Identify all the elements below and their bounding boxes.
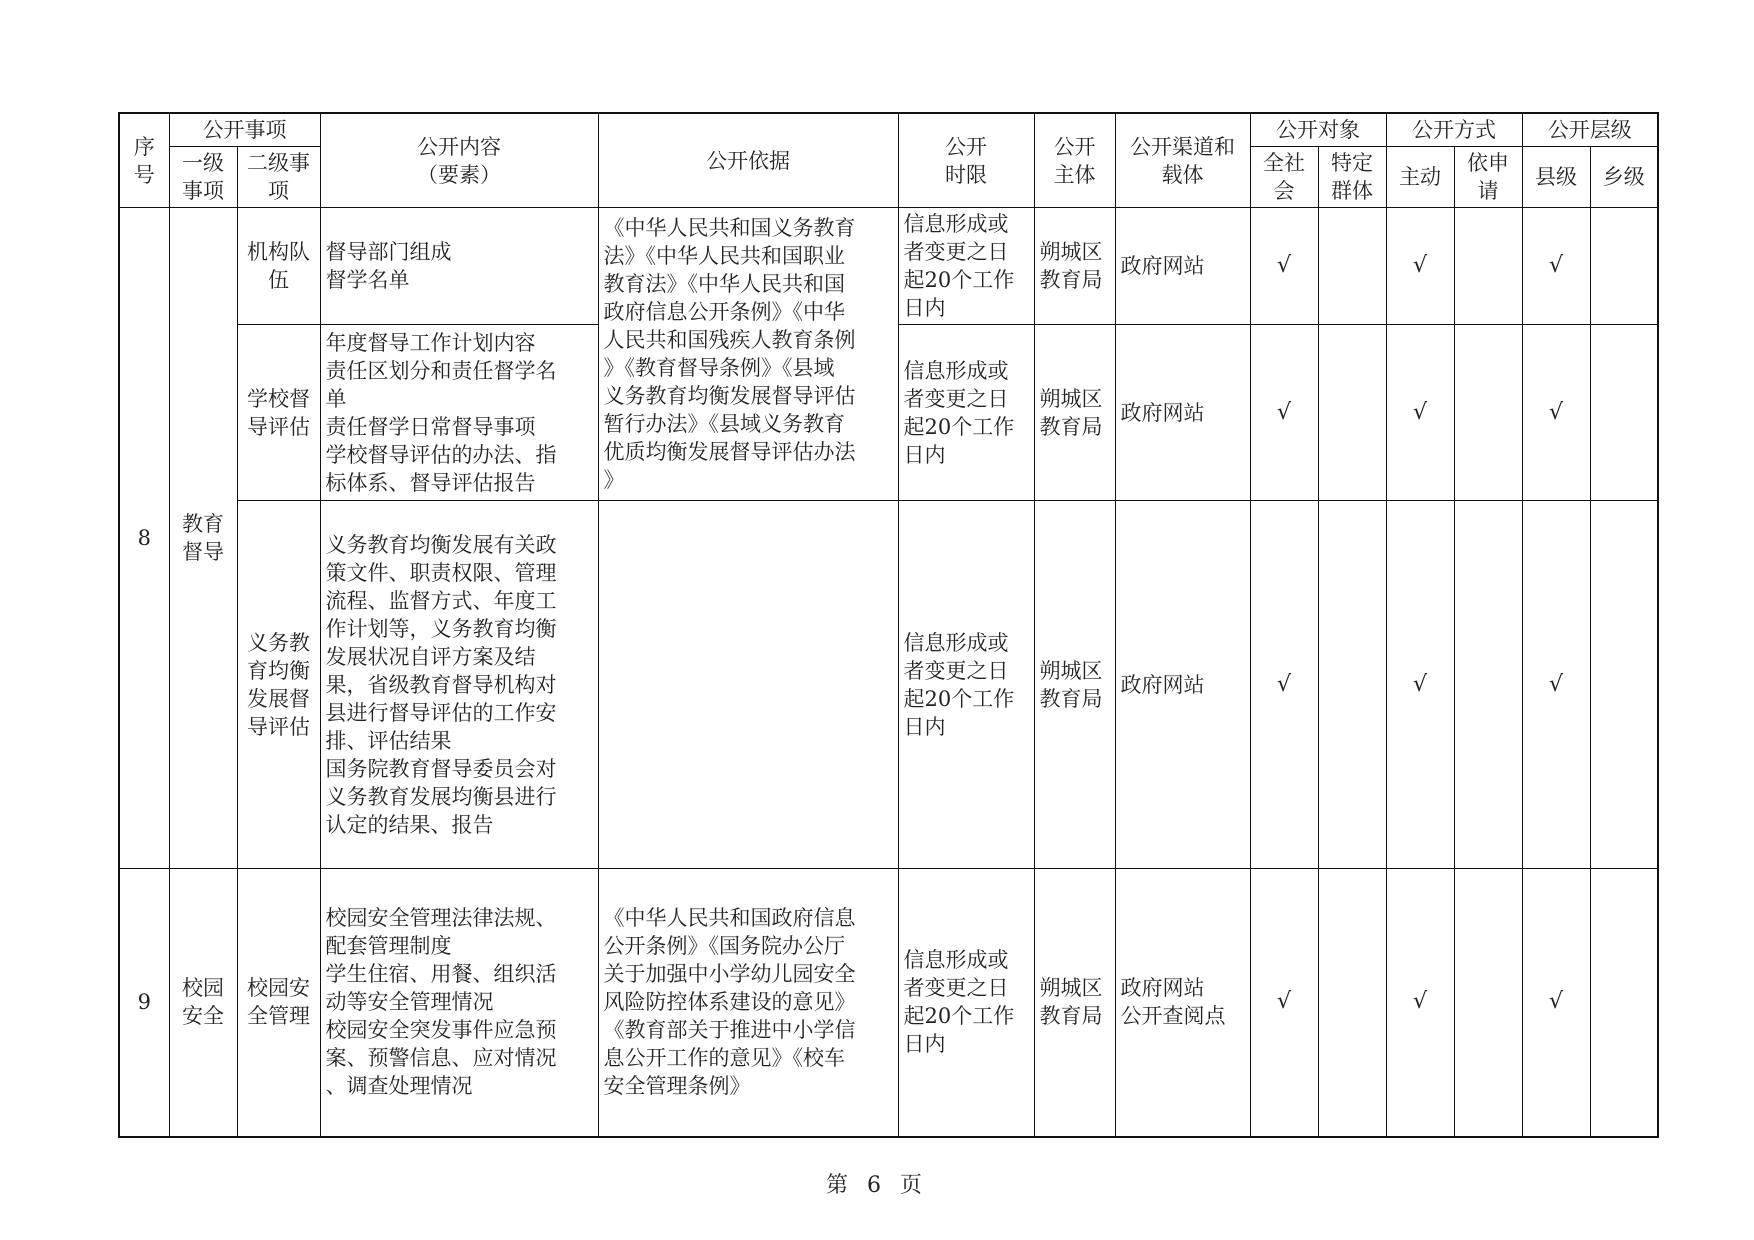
row-seq: 8	[119, 208, 169, 869]
header-target: 公开对象	[1250, 113, 1386, 147]
row-subject: 朔城区 教育局	[1034, 208, 1115, 325]
check-target-all: √	[1250, 325, 1318, 501]
header-method-active: 主动	[1386, 147, 1454, 208]
cell-target-specific	[1318, 208, 1386, 325]
header-time-limit: 公开 时限	[898, 113, 1034, 208]
cell-level-township	[1590, 501, 1658, 869]
cell-level-township	[1590, 325, 1658, 501]
header-basis: 公开依据	[598, 113, 898, 208]
header-public-item: 公开事项	[169, 113, 320, 147]
header-channel: 公开渠道和 载体	[1115, 113, 1250, 208]
header-target-specific: 特定 群体	[1318, 147, 1386, 208]
header-level2: 二级事 项	[237, 147, 320, 208]
cell-target-specific	[1318, 501, 1386, 869]
cell-level-township	[1590, 869, 1658, 1137]
row-content: 督导部门组成 督学名单	[320, 208, 598, 325]
row-level2: 义务教 育均衡 发展督 导评估	[237, 501, 320, 869]
row-channel: 政府网站 公开查阅点	[1115, 869, 1250, 1137]
row-seq: 9	[119, 869, 169, 1137]
row-channel: 政府网站	[1115, 208, 1250, 325]
header-level-township: 乡级	[1590, 147, 1658, 208]
table-row	[119, 869, 1658, 1137]
cell-method-apply	[1454, 208, 1522, 325]
row-time-limit: 信息形成或 者变更之日 起20个工作 日内	[898, 501, 1034, 869]
row-channel: 政府网站	[1115, 325, 1250, 501]
page-number: 第 6 页	[826, 1173, 928, 1198]
row-content: 义务教育均衡发展有关政 策文件、职责权限、管理 流程、监督方式、年度工 作计划等，义务教育均衡 发展状况自评方案及结 果，省级教育督导机构对 县进行督导评估的工作安 排、评估结果 国务院教育督导委员会对 义务教育发展均衡县进行 认定的结果、报告	[320, 501, 598, 869]
row-time-limit: 信息形成或 者变更之日 起20个工作 日内	[898, 325, 1034, 501]
row-channel: 政府网站	[1115, 501, 1250, 869]
row-subject: 朔城区 教育局	[1034, 869, 1115, 1137]
table-row	[119, 208, 1658, 325]
row-level2: 校园安 全管理	[237, 869, 320, 1137]
cell-method-apply	[1454, 325, 1522, 501]
row-basis: 《中华人民共和国政府信息 公开条例》《国务院办公厅 关于加强中小学幼儿园安全 风险防控体系建设的意见》 《教育部关于推进中小学信 息公开工作的意见》《校车 安全管理条例》	[598, 869, 898, 1137]
row-basis: 《中华人民共和国义务教育 法》《中华人民共和国职业 教育法》《中华人民共和国 政府信息公开条例》《中华 人民共和国残疾人教育条例 》《教育督导条例》《县域 义务教育均衡发展督导评估 暂行办法》《县域义务教育 优质均衡发展督导评估办法 》	[598, 208, 898, 501]
check-level-county: √	[1522, 869, 1590, 1137]
cell-method-apply	[1454, 501, 1522, 869]
cell-method-apply	[1454, 869, 1522, 1137]
header-seq: 序号	[119, 113, 169, 208]
cell-target-specific	[1318, 325, 1386, 501]
row-time-limit: 信息形成或 者变更之日 起20个工作 日内	[898, 869, 1034, 1137]
cell-target-specific	[1318, 869, 1386, 1137]
cell-level-township	[1590, 208, 1658, 325]
header-subject: 公开 主体	[1034, 113, 1115, 208]
check-level-county: √	[1522, 208, 1590, 325]
check-target-all: √	[1250, 208, 1318, 325]
row-level1: 校园 安全	[169, 869, 237, 1137]
row-content: 校园安全管理法律法规、 配套管理制度 学生住宿、用餐、组织活 动等安全管理情况 校园安全突发事件应急预 案、预警信息、应对情况 、调查处理情况	[320, 869, 598, 1137]
header-level: 公开层级	[1522, 113, 1658, 147]
table-row	[119, 501, 1658, 869]
header-level-county: 县级	[1522, 147, 1590, 208]
row-basis-empty	[598, 501, 898, 869]
header-method-apply: 依申请	[1454, 147, 1522, 208]
row-content: 年度督导工作计划内容 责任区划分和责任督学名 单 责任督学日常督导事项 学校督导评估的办法、指 标体系、督导评估报告	[320, 325, 598, 501]
disclosure-table	[118, 112, 1659, 1138]
check-method-active: √	[1386, 325, 1454, 501]
row-level1: 教育 督导	[169, 208, 237, 869]
row-subject: 朔城区 教育局	[1034, 325, 1115, 501]
header-method: 公开方式	[1386, 113, 1522, 147]
check-target-all: √	[1250, 869, 1318, 1137]
check-target-all: √	[1250, 501, 1318, 869]
row-subject: 朔城区 教育局	[1034, 501, 1115, 869]
header-content: 公开内容 （要素）	[320, 113, 598, 208]
check-method-active: √	[1386, 208, 1454, 325]
check-method-active: √	[1386, 501, 1454, 869]
row-time-limit: 信息形成或 者变更之日 起20个工作 日内	[898, 208, 1034, 325]
check-level-county: √	[1522, 325, 1590, 501]
row-level2: 机构队 伍	[237, 208, 320, 325]
row-level2: 学校督 导评估	[237, 325, 320, 501]
check-method-active: √	[1386, 869, 1454, 1137]
check-level-county: √	[1522, 501, 1590, 869]
header-level1: 一级 事项	[169, 147, 237, 208]
header-target-all: 全社 会	[1250, 147, 1318, 208]
